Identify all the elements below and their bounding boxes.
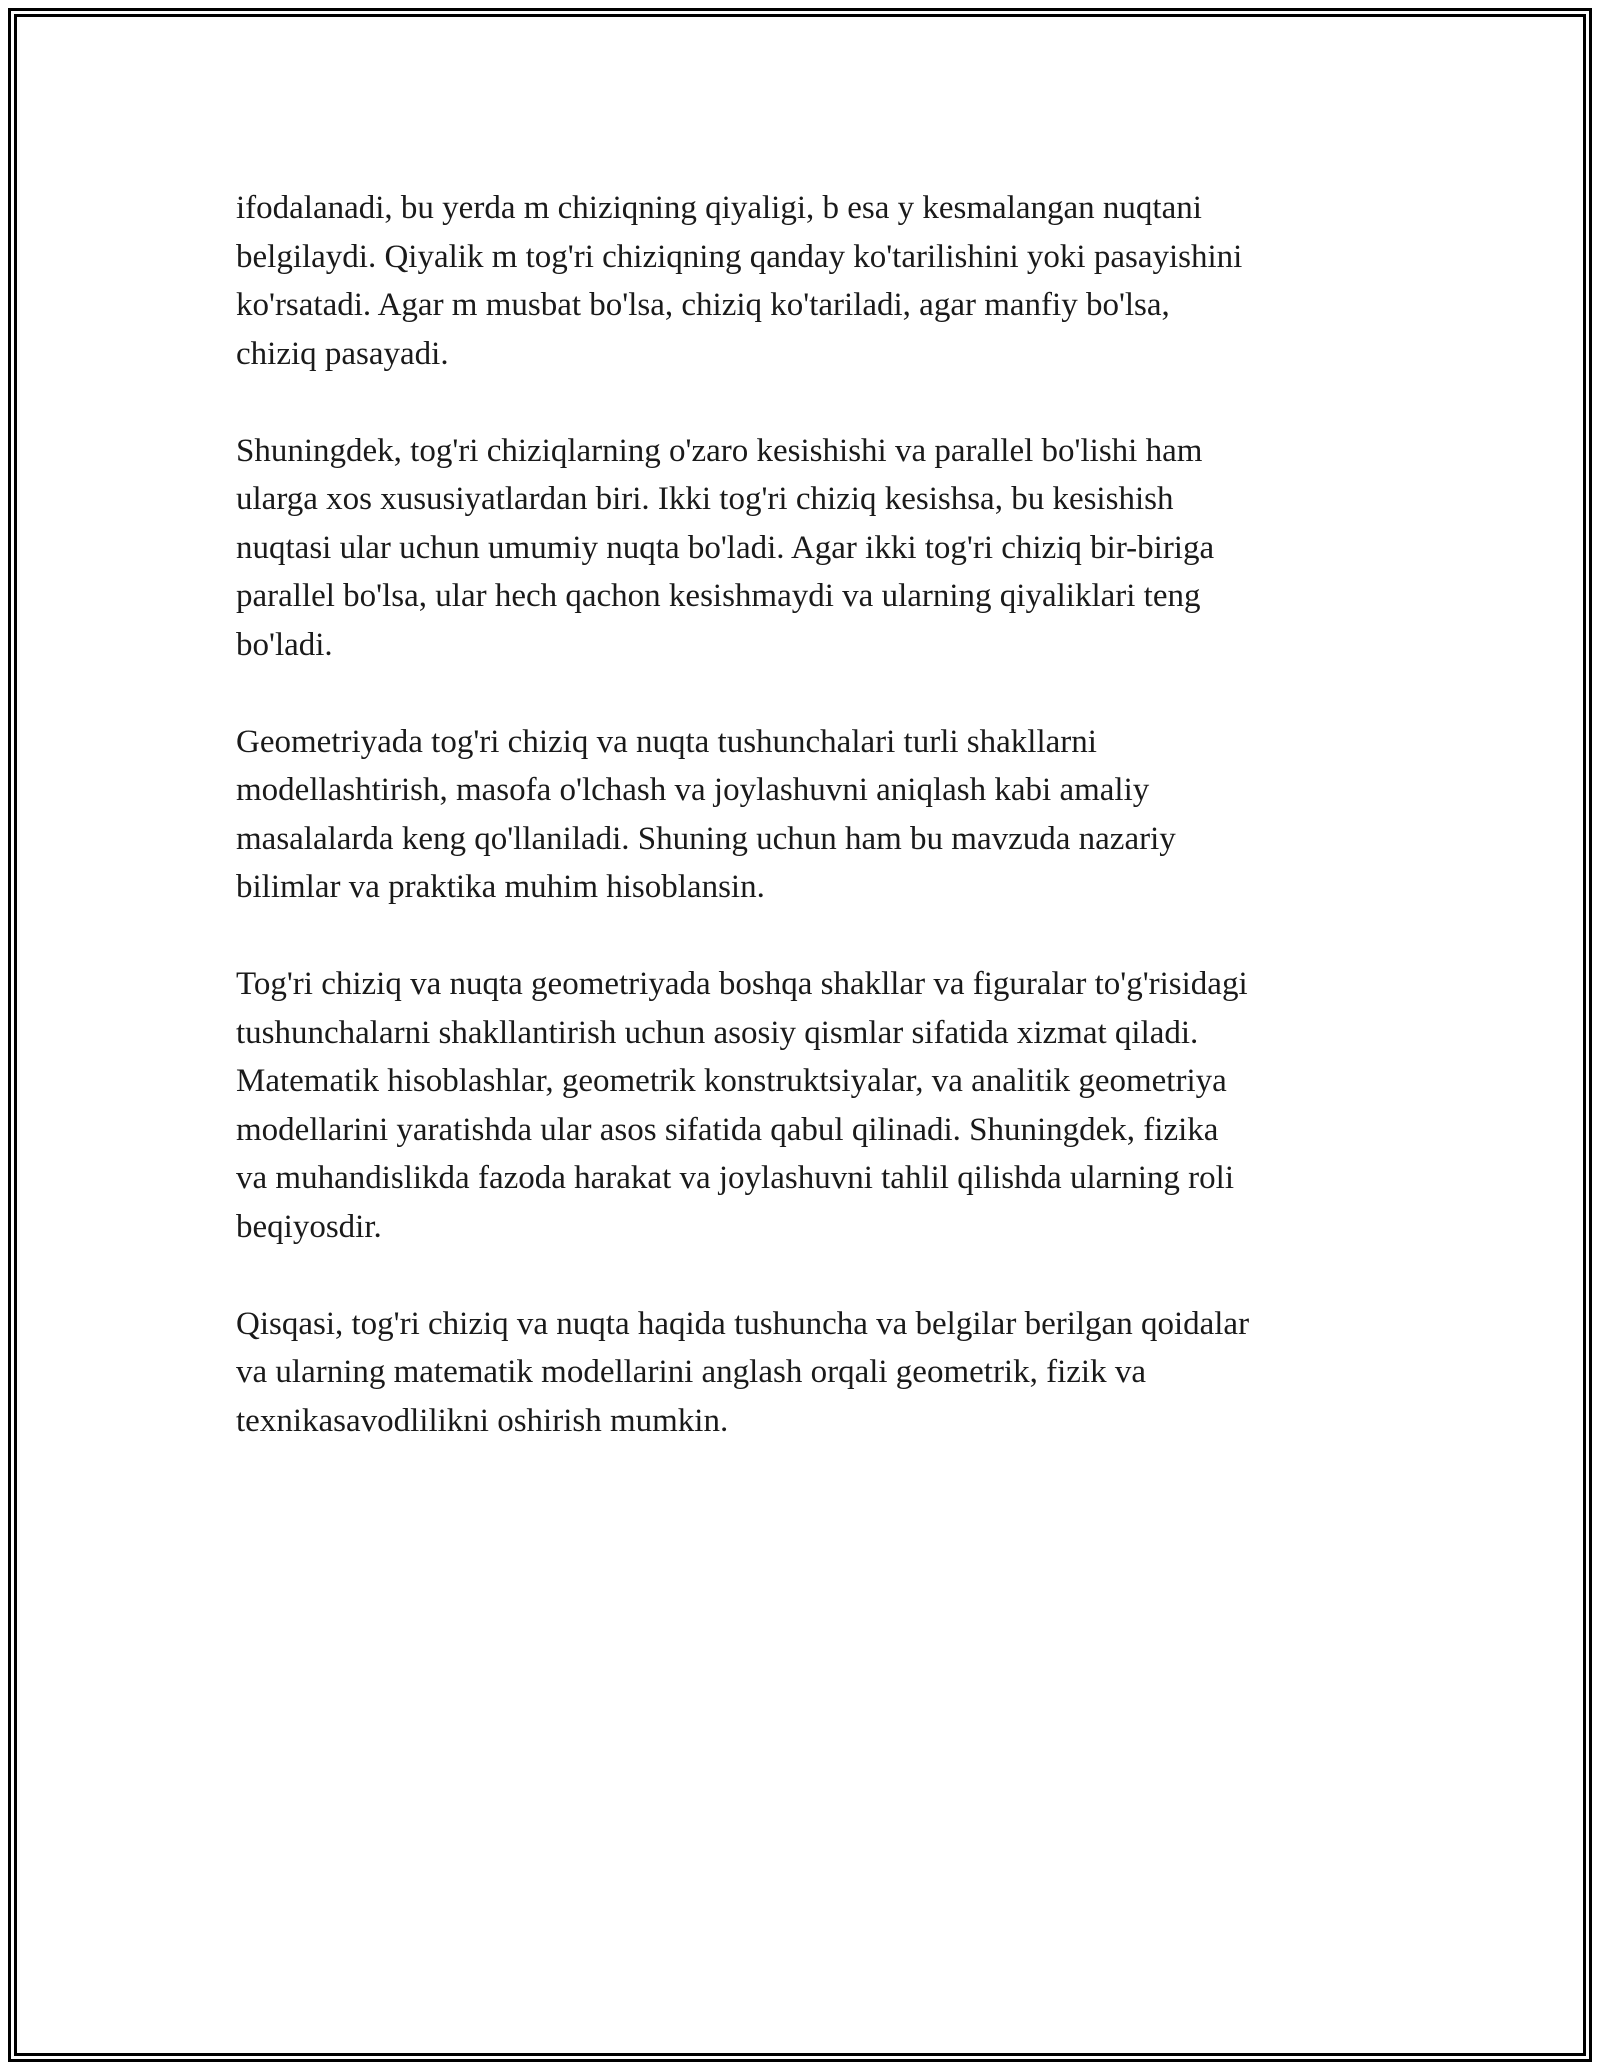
paragraph-geometry-applications xyxy=(236,718,1366,912)
text-line: belgilaydi. Qiyalik m tog'ri chiziqning qanday ko'tarilishini yoki pasayishini xyxy=(236,238,1243,275)
text-line: Tog'ri chiziq va nuqta geometriyada boshqa shakllar va figuralar to'g'risidagi xyxy=(236,966,1248,1002)
paragraph-summary xyxy=(236,1300,1366,1446)
text-line: Shuningdek, tog'ri chiziqlarning o'zaro kesishishi va parallel bo'lishi ham xyxy=(236,432,1203,469)
text-line: ularga xos xususiyatlardan biri. Ikki tog'ri chiziq kesishsa, bu kesishish xyxy=(236,481,1174,517)
text-line: ifodalanadi, bu yerda m chiziqning qiyaligi, b esa y kesmalangan nuqtani xyxy=(236,190,1202,226)
text-line: Matematik hisoblashlar, geometrik konstruktsiyalar, va analitik geometriya xyxy=(236,1063,1227,1099)
text-line: masalalarda keng qo'llaniladi. Shuning uchun ham bu mavzuda nazariy xyxy=(236,820,1176,857)
text-line: modellarini yaratishda ular asos sifatida qabul qilinadi. Shuningdek, fizika xyxy=(236,1111,1219,1148)
document-body xyxy=(236,184,1366,1494)
text-line: va ularning matematik modellarini anglash orqali geometrik, fizik va xyxy=(236,1354,1146,1390)
paragraph-intersection-parallel xyxy=(236,427,1366,670)
paragraph-foundational-role xyxy=(236,960,1366,1251)
text-line: tushunchalarni shakllantirish uchun asosiy qismlar sifatida xizmat qiladi. xyxy=(236,1014,1199,1051)
text-line: ko'rsatadi. Agar m musbat bo'lsa, chiziq ko'tariladi, agar manfiy bo'lsa, xyxy=(236,287,1170,323)
text-line: Qisqasi, tog'ri chiziq va nuqta haqida tushuncha va belgilar berilgan qoidalar xyxy=(236,1305,1250,1342)
text-line: bilimlar va praktika muhim hisoblansin. xyxy=(236,869,765,905)
text-line: va muhandislikda fazoda harakat va joylashuvni tahlil qilishda ularning roli xyxy=(236,1160,1234,1196)
text-line: chiziq pasayadi. xyxy=(236,335,449,372)
paragraph-slope-definition xyxy=(236,184,1366,378)
text-line: nuqtasi ular uchun umumiy nuqta bo'ladi. Agar ikki tog'ri chiziq bir-biriga xyxy=(236,529,1215,566)
text-line: Geometriyada tog'ri chiziq va nuqta tushunchalari turli shakllarni xyxy=(236,723,1097,760)
text-line: modellashtirish, masofa o'lchash va joylashuvni aniqlash kabi amaliy xyxy=(236,772,1150,808)
text-line: bo'ladi. xyxy=(236,626,333,663)
text-line: texnikasavodlilikni oshirish mumkin. xyxy=(236,1402,729,1439)
text-line: parallel bo'lsa, ular hech qachon kesishmaydi va ularning qiyaliklari teng xyxy=(236,578,1201,614)
text-line: beqiyosdir. xyxy=(236,1208,382,1245)
